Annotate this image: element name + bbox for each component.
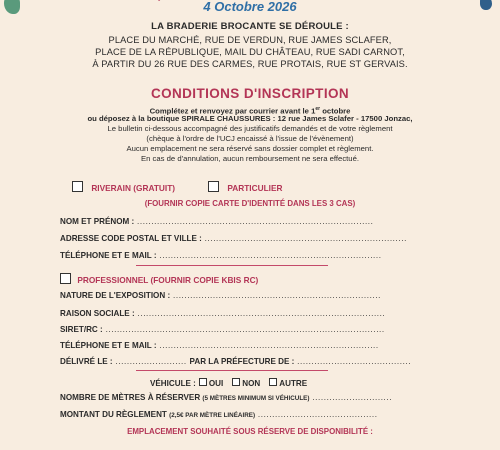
conditions-title: CONDITIONS D'INSCRIPTION	[150, 86, 350, 101]
conditions-line-4: (chèque à l'ordre de l'UCJ encaissé à l'issue de l'évènement)	[146, 134, 354, 143]
non-checkbox[interactable]	[232, 378, 240, 386]
telephone-pro-field[interactable]: TÉLÉPHONE ET E MAIL : .............................................................................	[60, 341, 379, 350]
oui-checkbox[interactable]	[199, 378, 207, 386]
section-divider	[136, 265, 328, 266]
particulier-option[interactable]	[208, 181, 282, 193]
conditions-line-5: Aucun emplacement ne sera réservé sans dossier complet et règlement.	[126, 144, 374, 153]
riverain-option[interactable]	[72, 181, 175, 193]
metres-field[interactable]: NOMBRE DE MÈTRES À RÉSERVER (5 MÈTRES MINIMUM SI VÉHICULE) ............................	[60, 393, 393, 402]
particulier-checkbox[interactable]	[208, 181, 219, 192]
delivre-field[interactable]: DÉLIVRÉ LE : ......................... PAR LA PRÉFECTURE DE : ........................................	[60, 357, 412, 366]
locations-title: LA BRADERIE BROCANTE SE DÉROULE :	[151, 21, 349, 32]
montant-field[interactable]: MONTANT DU RÈGLEMENT (2,5€ PAR MÈTRE LINÉAIRE) ..........................................	[60, 410, 378, 419]
id-note: (FOURNIR COPIE CARTE D'IDENTITÉ DANS LES 3 CAS)	[144, 199, 356, 208]
particulier-label: PARTICULIER	[227, 183, 283, 193]
locations-line-2: PLACE DE LA RÉPUBLIQUE, MAIL DU CHÂTEAU, RUE SADI CARNOT,	[95, 47, 405, 57]
vehicule-options: VÉHICULE : OUI NON AUTRE	[150, 379, 308, 388]
conditions-line-6: En cas de d'annulation, aucun remboursement ne sera effectué.	[141, 154, 359, 163]
emplacement-label: EMPLACEMENT SOUHAITÉ SOUS RÉSERVE DE DISPONIBILITÉ :	[127, 427, 373, 436]
conditions-line-2: ou déposez à la boutique SPIRALE CHAUSSURES : 12 rue James Sclafer - 17500 Jonzac,	[87, 114, 413, 123]
autre-checkbox[interactable]	[269, 378, 277, 386]
nature-field[interactable]: NATURE DE L'EXPOSITION : .........................................................................	[60, 291, 381, 300]
locations-line-3: À PARTIR DU 26 RUE DES CARMES, RUE PROTAIS, RUE ST GERVAIS.	[92, 59, 408, 69]
adresse-field[interactable]: ADRESSE CODE POSTAL ET VILLE : .......................................................................	[60, 234, 407, 243]
riverain-checkbox[interactable]	[72, 181, 83, 192]
professionnel-checkbox[interactable]	[60, 273, 71, 284]
conditions-line-1: Complétez et renvoyez par courrier avant le 1er octobre	[149, 106, 351, 116]
siret-field[interactable]: SIRET/RC : ..................................................................................................	[60, 325, 385, 334]
professionnel-label: PROFESSIONNEL (FOURNIR COPIE KBIS RC)	[77, 275, 259, 285]
raison-field[interactable]: RAISON SOCIALE : .......................................................................................	[60, 309, 386, 318]
telephone-field[interactable]: TÉLÉPHONE ET E MAIL : ..............................................................................	[60, 251, 382, 260]
event-date: 4 Octobre 2026	[203, 0, 297, 14]
nom-field[interactable]: NOM ET PRÉNOM : ...................................................................................	[60, 217, 374, 226]
locations-line-1: PLACE DU MARCHÉ, RUE DE VERDUN, RUE JAMES SCLAFER,	[108, 35, 392, 45]
conditions-line-3: Le bulletin ci-dessous accompagné des justificatifs demandés et de votre règlement	[107, 124, 393, 133]
riverain-label: RIVERAIN (GRATUIT)	[91, 183, 176, 193]
section-divider-2	[136, 370, 328, 371]
professionnel-option[interactable]	[60, 273, 258, 285]
